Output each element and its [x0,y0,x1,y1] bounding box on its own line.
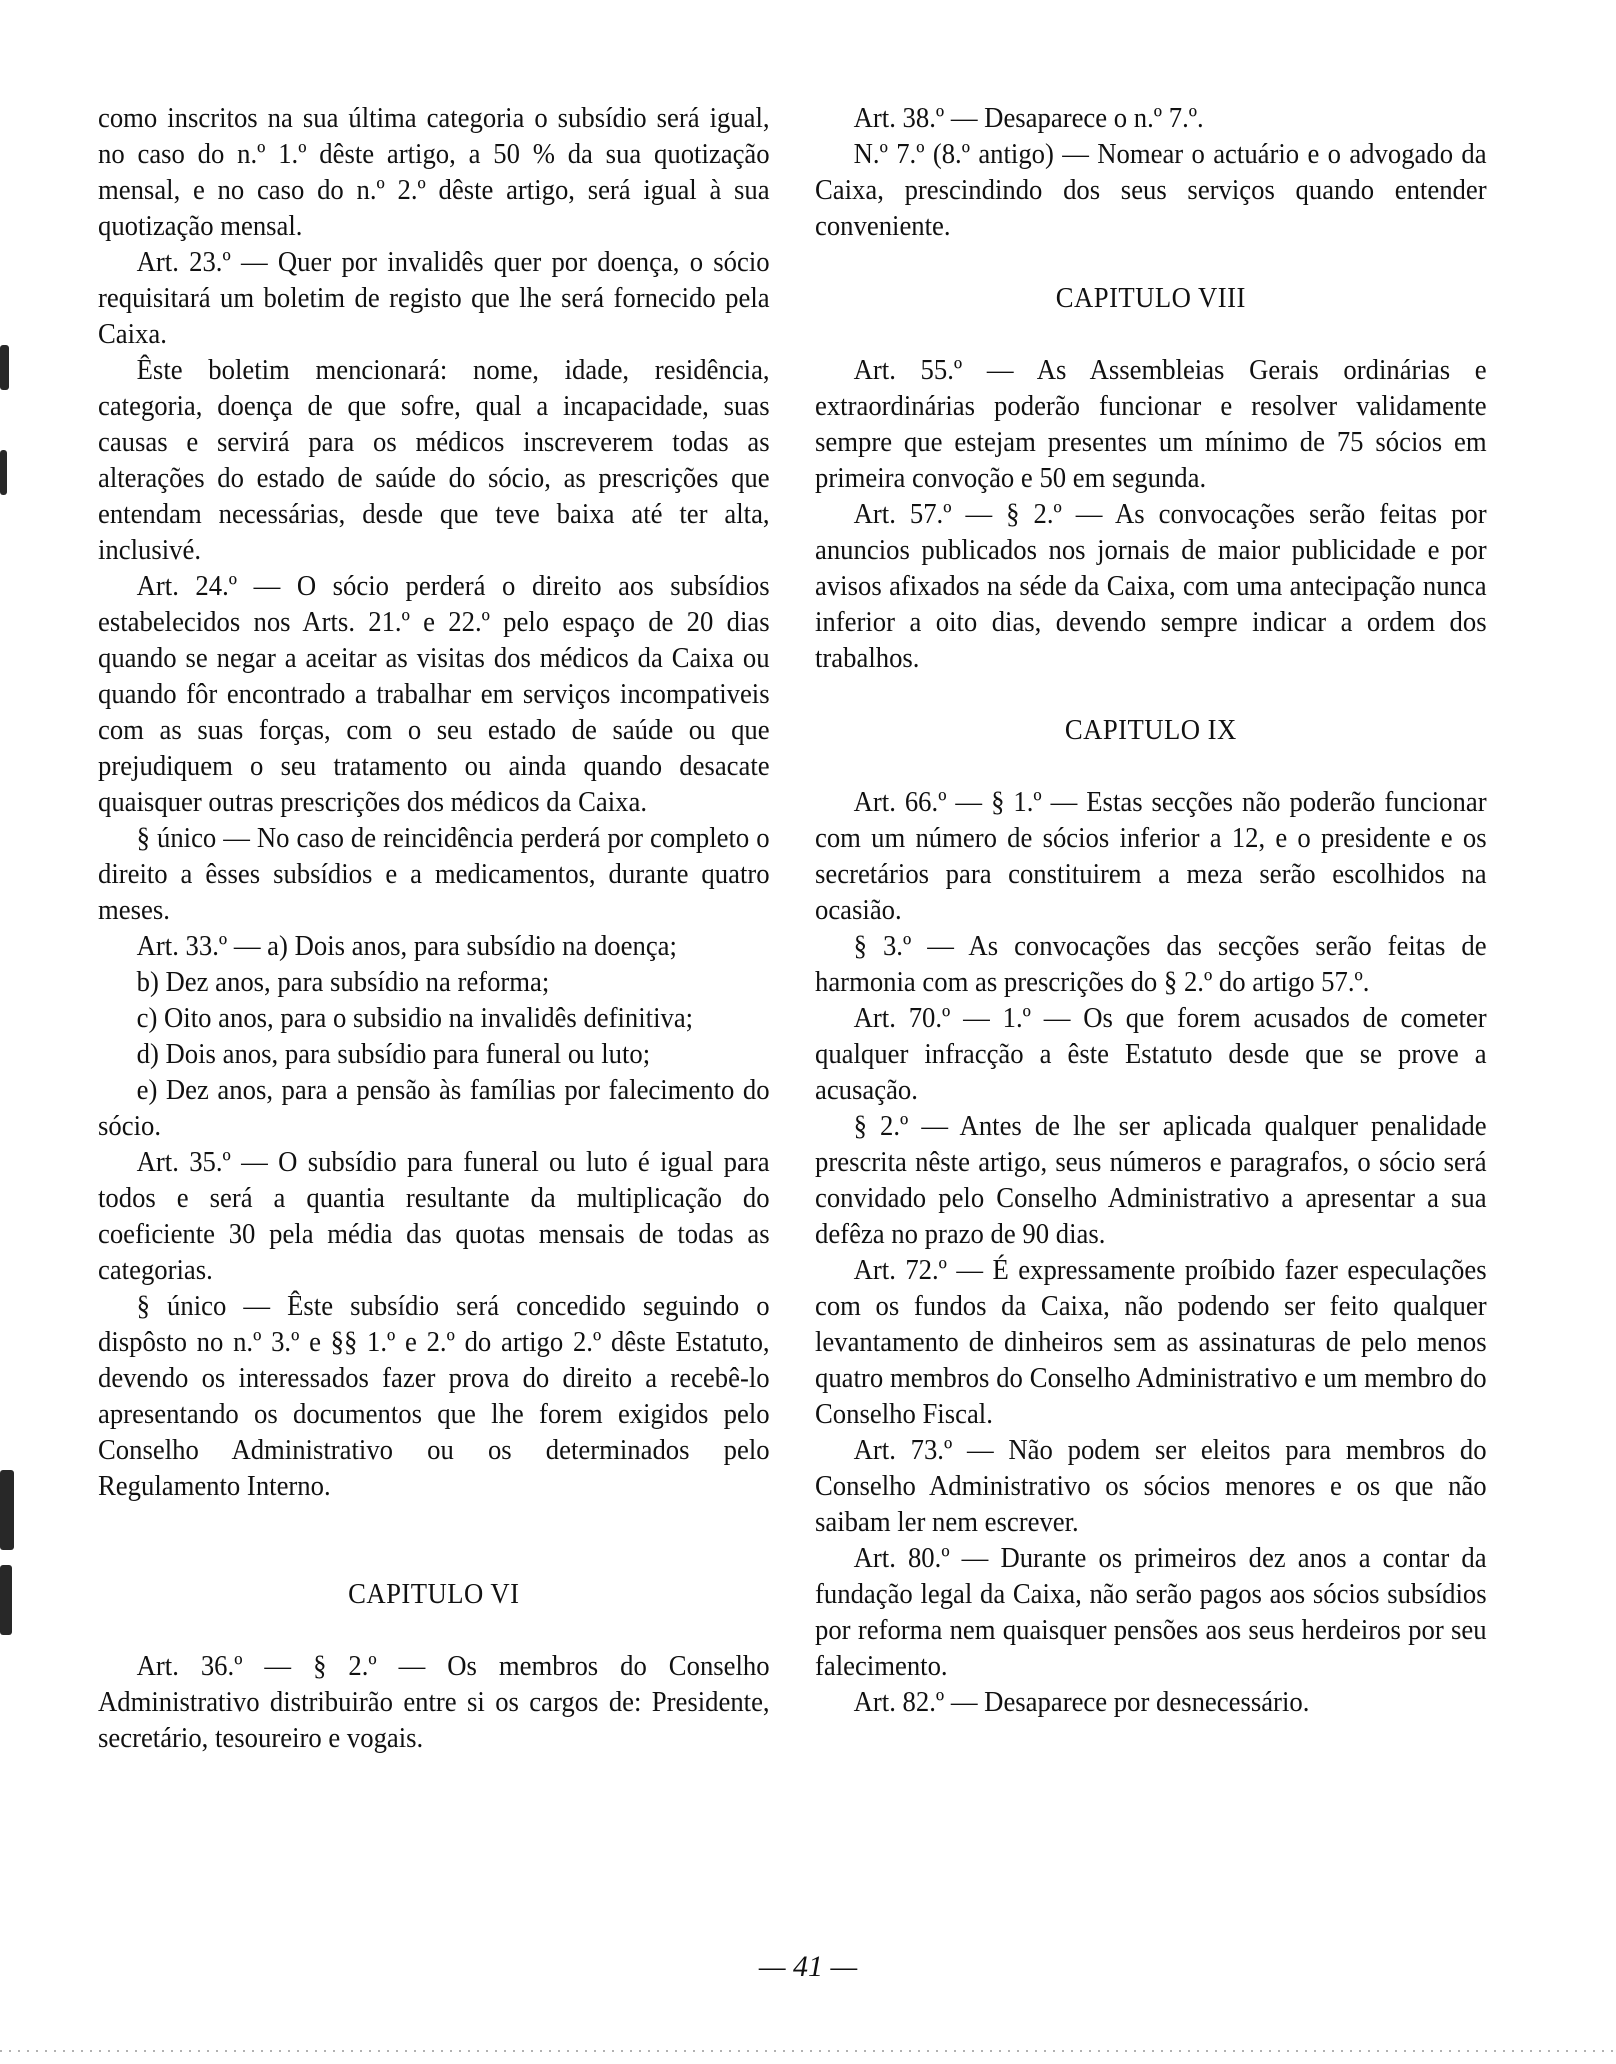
paragraph: Êste boletim mencionará: nome, idade, residência, categoria, doença de que sofre, qual a incapacidade, suas causas e servirá para os médicos inscreverem todas as alterações do estado de saúde do sócio, as prescrições que entendam necessárias, desde que teve baixa até ter alta, inclusivé. [98,354,770,566]
list-item-e: e) Dez anos, para a pensão às famílias por falecimento do sócio. [98,1074,770,1142]
paragraph-unico: § único — Êste subsídio será concedido seguindo o dispôsto no n.º 3.º e §§ 1.º e 2.º do artigo 2.º dêste Estatuto, devendo os interessados fazer prova do direito a recebê-lo apresentando os documentos que lhe forem exigidos pelo Conselho Administrativo ou os determinados pelo Regulamento Interno. [98,1290,770,1502]
left-column [98,100,770,1756]
item-7: N.º 7.º (8.º antigo) — Nomear o actuário e o advogado da Caixa, prescindindo dos seus serviços quando entender conveniente. [815,138,1487,242]
article-66: Art. 66.º — § 1.º — Estas secções não poderão funcionar com um número de sócios inferior a 12, e o presidente e os secretários para constituirem a meza serão escolhidos na ocasião. [815,786,1487,926]
list-item-b: b) Dez anos, para subsídio na reforma; [136,966,550,998]
paragraph-2: § 2.º — Antes de lhe ser aplicada qualquer penalidade prescrita nêste artigo, seus números e paragrafos, o sócio será convidado pelo Conselho Administrativo a apresentar a sua defêza no prazo de 90 dias. [815,1110,1487,1250]
scan-noise-line [0,2050,1616,2052]
scan-artifact [0,450,7,495]
page-number: — 41 — [758,1950,858,1983]
right-column [815,100,1487,1720]
chapter-heading: CAPITULO VI [348,1578,520,1610]
article-23: Art. 23.º — Quer por invalidês quer por doença, o sócio requisitará um boletim de registo que lhe será fornecido pela Caixa. [98,246,770,350]
paragraph-3: § 3.º — As convocações das secções serão feitas de harmonia com as prescrições do § 2.º do artigo 57.º. [815,930,1487,998]
spacer [815,676,1487,712]
article-38: Art. 38.º — Desaparece o n.º 7.º. [853,102,1204,134]
article-24: Art. 24.º — O sócio perderá o direito aos subsídios estabelecidos nos Arts. 21.º e 22.º pelo espaço de 20 dias quando se negar a aceitar as visitas dos médicos da Caixa ou quando fôr encontrado a trabalhar em serviços incompativeis com as suas forças, com o seu estado de saúde ou que prejudiquem o seu tratamento ou ainda quando desacate quaisquer outras prescrições dos médicos da Caixa. [98,570,770,818]
scan-artifact [0,345,9,390]
article-57: Art. 57.º — § 2.º — As convocações serão feitas por anuncios publicados nos jornais de maior publicidade e por avisos afixados na séde da Caixa, com uma antecipação nunca inferior a oito dias, devendo sempre indicar a ordem dos trabalhos. [815,498,1487,674]
paragraph-unico: § único — No caso de reincidência perderá por completo o direito a êsses subsídios e a medicamentos, durante quatro meses. [98,822,770,926]
chapter-heading: CAPITULO IX [1064,714,1237,746]
article-36: Art. 36.º — § 2.º — Os membros do Conselho Administrativo distribuirão entre si os cargos de: Presidente, secretário, tesoureiro e vogais. [98,1650,770,1754]
paragraph: como inscritos na sua última categoria o subsídio será igual, no caso do n.º 1.º dêste artigo, a 50 % da sua quotização mensal, e no caso do n.º 2.º dêste artigo, será igual à sua quotização mensal. [98,102,770,242]
article-72: Art. 72.º — É expressamente proíbido fazer especulações com os fundos da Caixa, não podendo ser feito qualquer levantamento de dinheiros sem as assinaturas de pelo menos quatro membros do Conselho Administrativo e um membro do Conselho Fiscal. [815,1254,1487,1430]
scan-artifact [0,1565,12,1635]
list-item-c: c) Oito anos, para o subsidio na invalidês definitiva; [136,1002,694,1034]
article-82: Art. 82.º — Desaparece por desnecessário. [853,1686,1310,1718]
article-70: Art. 70.º — 1.º — Os que forem acusados de cometer qualquer infracção a êste Estatuto desde que se prove a acusação. [815,1002,1487,1106]
scan-artifact [0,1470,14,1550]
list-item-d: d) Dois anos, para subsídio para funeral ou luto; [136,1038,651,1070]
chapter-heading: CAPITULO VIII [1055,282,1246,314]
article-80: Art. 80.º — Durante os primeiros dez anos a contar da fundação legal da Caixa, não serão pagos aos sócios subsídios por reforma nem quaisquer pensões aos seus herdeiros por seu falecimento. [815,1542,1487,1682]
article-33: Art. 33.º — a) Dois anos, para subsídio na doença; [136,930,677,962]
article-73: Art. 73.º — Não podem ser eleitos para membros do Conselho Administrativo os sócios menores e os que não saibam ler nem escrever. [815,1434,1487,1538]
article-55: Art. 55.º — As Assembleias Gerais ordinárias e extraordinárias poderão funcionar e resolver validamente sempre que estejam presentes um mínimo de 75 sócios em primeira convoção e 50 em segunda. [815,354,1487,494]
spacer [98,1504,770,1540]
article-35: Art. 35.º — O subsídio para funeral ou luto é igual para todos e será a quantia resultante da multiplicação do coeficiente 30 pela média das quotas mensais de todas as categorias. [98,1146,770,1286]
